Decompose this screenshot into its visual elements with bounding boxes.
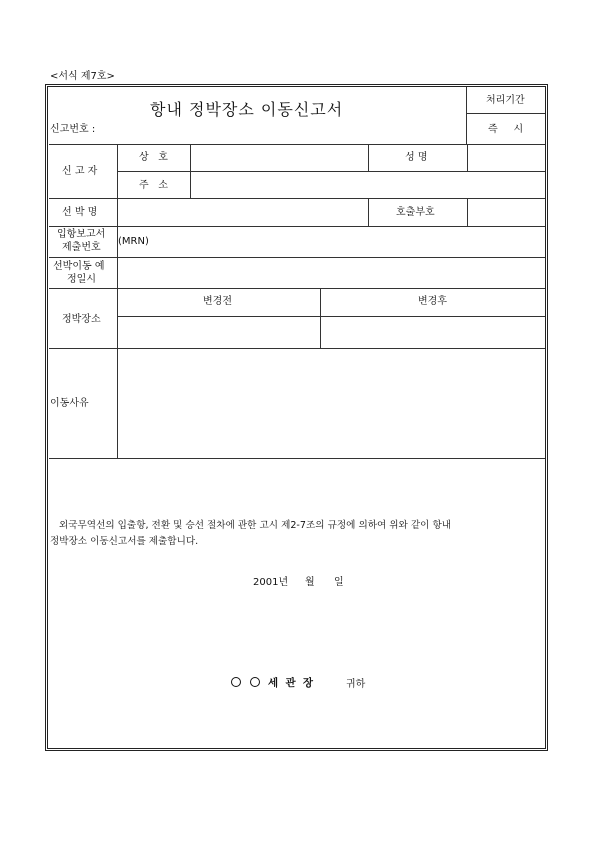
divider-ship — [49, 226, 545, 227]
customs-office-name: 세 관 장 — [268, 677, 314, 689]
divider-vertical-name — [368, 144, 369, 171]
office-honorific: 귀하 — [346, 679, 366, 690]
divider-vertical-callsign-value — [467, 198, 468, 226]
reason-label: 이동사유 — [50, 398, 89, 409]
berth-after-field[interactable] — [322, 318, 543, 346]
divider-berth — [49, 348, 545, 349]
company-label: 상 호 — [139, 152, 168, 163]
circle-mark-icon — [231, 677, 241, 687]
callsign-label: 호출부호 — [396, 207, 435, 218]
divider-vertical-callsign — [368, 198, 369, 226]
divider-vertical-processing — [466, 87, 467, 144]
divider-reporter-bottom — [49, 198, 545, 199]
berth-before-label: 변경전 — [203, 296, 232, 307]
divider-vertical-label — [117, 144, 118, 458]
report-number-label: 신고번호 : — [50, 124, 96, 135]
reporter-label: 신 고 자 — [62, 166, 98, 177]
declaration-line1: 외국무역선의 입출항, 전환 및 승선 절차에 관한 고시 제2-7조의 규정에 의하여 위와 같이 항내 — [59, 520, 451, 531]
form-id-label: <서식 제7호> — [50, 71, 115, 82]
divider-vertical-subfield — [190, 144, 191, 198]
name-field[interactable] — [469, 146, 543, 169]
divider-processing — [466, 113, 545, 114]
schedule-field[interactable] — [119, 259, 543, 286]
declaration-line2: 정박장소 이동신고서를 제출합니다. — [50, 536, 199, 547]
mrn-field[interactable]: (MRN) — [118, 236, 149, 247]
processing-period-label: 처리기간 — [486, 95, 525, 106]
office-circle-marks — [231, 677, 269, 689]
berth-before-field[interactable] — [119, 318, 318, 346]
circle-mark-icon — [250, 677, 260, 687]
address-field[interactable] — [192, 173, 543, 196]
callsign-field[interactable] — [469, 200, 543, 224]
reason-field[interactable] — [119, 350, 543, 456]
schedule-label-line2: 정일시 — [67, 274, 96, 285]
schedule-label-line1: 선박이동 예 — [53, 261, 105, 272]
berth-label: 정박장소 — [62, 314, 101, 325]
berth-after-label: 변경후 — [418, 296, 447, 307]
divider-vertical-name-value — [467, 144, 468, 171]
processing-period-value: 즉 시 — [488, 124, 524, 135]
company-field[interactable] — [192, 146, 366, 169]
divider-schedule — [49, 288, 545, 289]
page-title: 항내 정박장소 이동신고서 — [150, 100, 344, 119]
divider-reporter — [117, 171, 545, 172]
ship-name-label: 선 박 명 — [62, 207, 98, 218]
address-label: 주 소 — [139, 180, 168, 191]
divider-reason — [49, 458, 545, 459]
ship-name-field[interactable] — [119, 200, 366, 224]
divider-header — [49, 144, 545, 145]
divider-berth-head — [117, 316, 545, 317]
date-month: 월 — [305, 577, 315, 588]
date-year: 2001년 — [253, 577, 289, 588]
divider-entry — [49, 257, 545, 258]
entry-report-label-line1: 입항보고서 — [57, 229, 106, 240]
entry-report-label-line2: 제출번호 — [62, 242, 101, 253]
date-day: 일 — [334, 577, 344, 588]
divider-vertical-berth — [320, 288, 321, 348]
name-label: 성 명 — [405, 152, 428, 163]
